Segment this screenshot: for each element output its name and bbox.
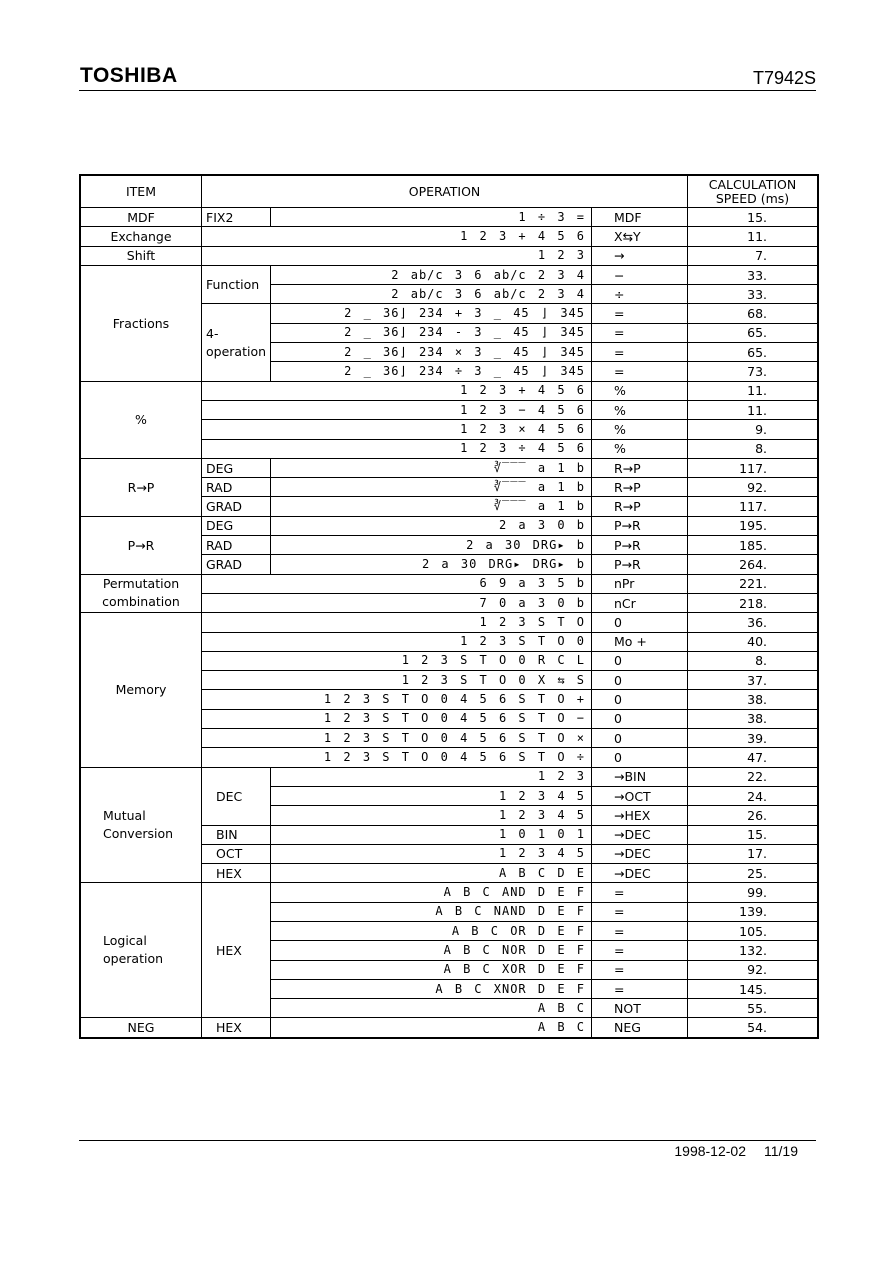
item-cell: Shift — [81, 246, 202, 265]
speed-cell: 7. — [688, 246, 818, 265]
sub-cell: GRAD — [202, 555, 271, 574]
operation-cell: 2 _ 36⌋ 234 × 3 _ 45 ⌋ 345 — [271, 343, 592, 362]
item-cell: P→R — [81, 516, 202, 574]
header-rule — [79, 90, 816, 91]
result-cell: R→P — [592, 458, 688, 477]
result-cell: % — [592, 400, 688, 419]
operation-cell: 1 2 3 S T O 0 4 5 6 S T O × — [202, 729, 592, 748]
speed-cell: 185. — [688, 536, 818, 555]
result-cell: →OCT — [592, 786, 688, 805]
table-row — [81, 516, 818, 535]
speed-cell: 55. — [688, 999, 818, 1018]
result-cell: = — [592, 979, 688, 998]
operation-cell: 1 2 3 — [202, 246, 592, 265]
result-cell: R→P — [592, 497, 688, 516]
part-number: T7942S — [752, 68, 816, 88]
result-cell: →DEC — [592, 864, 688, 883]
result-cell: Mo + — [592, 632, 688, 651]
result-cell: → — [592, 246, 688, 265]
result-cell: 0 — [592, 690, 688, 709]
item-cell: % — [81, 381, 202, 458]
speed-cell: 68. — [688, 304, 818, 323]
sub-cell: FIX2 — [202, 208, 271, 227]
speed-cell: 9. — [688, 420, 818, 439]
speed-cell: 139. — [688, 902, 818, 921]
operation-cell: 1 2 3 — [271, 767, 592, 786]
speed-cell: 117. — [688, 458, 818, 477]
speed-cell: 99. — [688, 883, 818, 902]
operation-cell: 1 2 3 + 4 5 6 — [202, 381, 592, 400]
sub-cell: OCT — [202, 844, 271, 863]
result-cell: 0 — [592, 613, 688, 632]
item-cell: Fractions — [81, 265, 202, 381]
operation-cell: 2 ab/c 3 6 ab/c 2 3 4 — [271, 285, 592, 304]
operation-cell: A B C D E — [271, 864, 592, 883]
table-row — [81, 613, 818, 632]
col-item-header: ITEM — [81, 176, 202, 208]
result-cell: = — [592, 883, 688, 902]
operation-cell: 1 ÷ 3 = — [271, 208, 592, 227]
brand-logo: TOSHIBA — [80, 64, 178, 87]
operation-cell: 7 0 a 3 0 b — [202, 593, 592, 612]
result-cell: →DEC — [592, 844, 688, 863]
operation-cell: 1 2 3 ÷ 4 5 6 — [202, 439, 592, 458]
sub-cell: BIN — [202, 825, 271, 844]
sub-cell: RAD — [202, 536, 271, 555]
operation-cell: A B C OR D E F — [271, 921, 592, 940]
speed-cell: 37. — [688, 671, 818, 690]
result-cell: = — [592, 921, 688, 940]
speed-cell: 221. — [688, 574, 818, 593]
speed-cell: 105. — [688, 921, 818, 940]
table-row — [81, 381, 818, 400]
result-cell: % — [592, 381, 688, 400]
result-cell: = — [592, 902, 688, 921]
result-cell: →HEX — [592, 806, 688, 825]
speed-cell: 11. — [688, 381, 818, 400]
result-cell: = — [592, 362, 688, 381]
operation-cell: 1 2 3 S T O 0 X ⇆ S — [202, 671, 592, 690]
operation-cell: 1 2 3 S T O 0 4 5 6 S T O + — [202, 690, 592, 709]
operation-cell: 1 2 3 S T O 0 4 5 6 S T O ÷ — [202, 748, 592, 767]
result-cell: 0 — [592, 671, 688, 690]
col-speed-header: CALCULATION SPEED (ms) — [688, 176, 818, 208]
sub-cell: HEX — [202, 883, 271, 1018]
operation-cell: ∛‾‾‾ a 1 b — [271, 458, 592, 477]
result-cell: P→R — [592, 555, 688, 574]
result-cell: 0 — [592, 748, 688, 767]
operation-cell: A B C — [271, 999, 592, 1018]
result-cell: →BIN — [592, 767, 688, 786]
item-cell: MDF — [81, 208, 202, 227]
item-cell: R→P — [81, 458, 202, 516]
result-cell: MDF — [592, 208, 688, 227]
operation-cell: 2 _ 36⌋ 234 - 3 _ 45 ⌋ 345 — [271, 323, 592, 342]
speed-cell: 22. — [688, 767, 818, 786]
item-cell: Permutation combination — [81, 574, 202, 613]
speed-cell: 65. — [688, 323, 818, 342]
speed-cell: 38. — [688, 709, 818, 728]
sub-cell: HEX — [202, 864, 271, 883]
sub-cell: DEG — [202, 458, 271, 477]
operation-cell: 2 _ 36⌋ 234 ÷ 3 _ 45 ⌋ 345 — [271, 362, 592, 381]
sub-cell: HEX — [202, 1018, 271, 1037]
table-row — [81, 574, 818, 593]
operation-cell: A B C AND D E F — [271, 883, 592, 902]
operation-cell: 2 ab/c 3 6 ab/c 2 3 4 — [271, 265, 592, 284]
speed-cell: 15. — [688, 825, 818, 844]
speed-cell: 73. — [688, 362, 818, 381]
result-cell: − — [592, 265, 688, 284]
speed-cell: 117. — [688, 497, 818, 516]
result-cell: ÷ — [592, 285, 688, 304]
result-cell: X⇆Y — [592, 227, 688, 246]
result-cell: R→P — [592, 478, 688, 497]
result-cell: = — [592, 960, 688, 979]
sub-cell: DEG — [202, 516, 271, 535]
speed-cell: 218. — [688, 593, 818, 612]
operation-cell: 1 2 3 4 5 — [271, 844, 592, 863]
operation-cell: 1 2 3 S T O 0 4 5 6 S T O − — [202, 709, 592, 728]
sub-cell: DEC — [202, 767, 271, 825]
operation-cell: 2 a 3 0 b — [271, 516, 592, 535]
result-cell: nPr — [592, 574, 688, 593]
sub-cell: GRAD — [202, 497, 271, 516]
item-cell: NEG — [81, 1018, 202, 1037]
result-cell: = — [592, 304, 688, 323]
operation-cell: 2 a 30 DRG▸ DRG▸ b — [271, 555, 592, 574]
speed-cell: 195. — [688, 516, 818, 535]
operation-cell: 1 2 3 S T O — [202, 613, 592, 632]
speed-cell: 24. — [688, 786, 818, 805]
item-cell: Exchange — [81, 227, 202, 246]
speed-cell: 33. — [688, 265, 818, 284]
result-cell: NEG — [592, 1018, 688, 1037]
speed-cell: 15. — [688, 208, 818, 227]
operation-cell: 1 2 3 S T O 0 — [202, 632, 592, 651]
speed-cell: 92. — [688, 478, 818, 497]
result-cell: P→R — [592, 536, 688, 555]
operation-cell: 1 2 3 × 4 5 6 — [202, 420, 592, 439]
table-row — [81, 767, 818, 786]
calculation-speed-table — [80, 175, 818, 1038]
table-row — [81, 265, 818, 284]
operation-cell: ∛‾‾‾ a 1 b — [271, 478, 592, 497]
result-cell: = — [592, 323, 688, 342]
operation-cell: 1 2 3 4 5 — [271, 806, 592, 825]
operation-cell: A B C NAND D E F — [271, 902, 592, 921]
speed-cell: 145. — [688, 979, 818, 998]
result-cell: 0 — [592, 709, 688, 728]
table-row — [81, 883, 818, 902]
sub-cell: 4- operation — [202, 304, 271, 381]
speed-cell: 39. — [688, 729, 818, 748]
footer-date: 1998-12-02 — [674, 1143, 746, 1159]
result-cell: % — [592, 420, 688, 439]
table-row — [81, 227, 818, 246]
item-cell: Logical operation — [81, 883, 202, 1018]
operation-cell: 6 9 a 3 5 b — [202, 574, 592, 593]
item-cell: Memory — [81, 613, 202, 767]
result-cell: = — [592, 941, 688, 960]
speed-cell: 38. — [688, 690, 818, 709]
operation-cell: 2 a 30 DRG▸ b — [271, 536, 592, 555]
result-cell: nCr — [592, 593, 688, 612]
result-cell: P→R — [592, 516, 688, 535]
table-header-row — [81, 176, 818, 208]
operation-cell: 1 2 3 4 5 — [271, 786, 592, 805]
footer-page: 11/19 — [764, 1143, 798, 1159]
speed-cell: 92. — [688, 960, 818, 979]
speed-cell: 33. — [688, 285, 818, 304]
col-operation-header: OPERATION — [202, 176, 688, 208]
speed-cell: 47. — [688, 748, 818, 767]
speed-cell: 132. — [688, 941, 818, 960]
operation-cell: A B C NOR D E F — [271, 941, 592, 960]
speed-cell: 40. — [688, 632, 818, 651]
table-row — [81, 246, 818, 265]
operation-cell: 1 2 3 + 4 5 6 — [202, 227, 592, 246]
speed-cell: 25. — [688, 864, 818, 883]
operation-cell: A B C XOR D E F — [271, 960, 592, 979]
footer-rule — [79, 1140, 816, 1141]
result-cell: NOT — [592, 999, 688, 1018]
result-cell: →DEC — [592, 825, 688, 844]
operation-cell: 1 2 3 − 4 5 6 — [202, 400, 592, 419]
item-cell: Mutual Conversion — [81, 767, 202, 883]
speed-cell: 11. — [688, 227, 818, 246]
result-cell: % — [592, 439, 688, 458]
speed-cell: 8. — [688, 439, 818, 458]
table-row — [81, 208, 818, 227]
operation-cell: ∛‾‾‾ a 1 b — [271, 497, 592, 516]
speed-cell: 36. — [688, 613, 818, 632]
speed-cell: 65. — [688, 343, 818, 362]
operation-cell: 1 0 1 0 1 — [271, 825, 592, 844]
speed-cell: 264. — [688, 555, 818, 574]
speed-cell: 11. — [688, 400, 818, 419]
result-cell: = — [592, 343, 688, 362]
operation-cell: 2 _ 36⌋ 234 + 3 _ 45 ⌋ 345 — [271, 304, 592, 323]
table-row — [81, 1018, 818, 1037]
sub-cell: RAD — [202, 478, 271, 497]
operation-cell: A B C — [271, 1018, 592, 1037]
speed-cell: 54. — [688, 1018, 818, 1037]
sub-cell: Function — [202, 265, 271, 304]
speed-cell: 26. — [688, 806, 818, 825]
speed-cell: 17. — [688, 844, 818, 863]
table-row — [81, 458, 818, 477]
operation-cell: A B C XNOR D E F — [271, 979, 592, 998]
result-cell: 0 — [592, 729, 688, 748]
result-cell: 0 — [592, 651, 688, 670]
operation-cell: 1 2 3 S T O 0 R C L — [202, 651, 592, 670]
speed-cell: 8. — [688, 651, 818, 670]
footer — [674, 1143, 798, 1159]
